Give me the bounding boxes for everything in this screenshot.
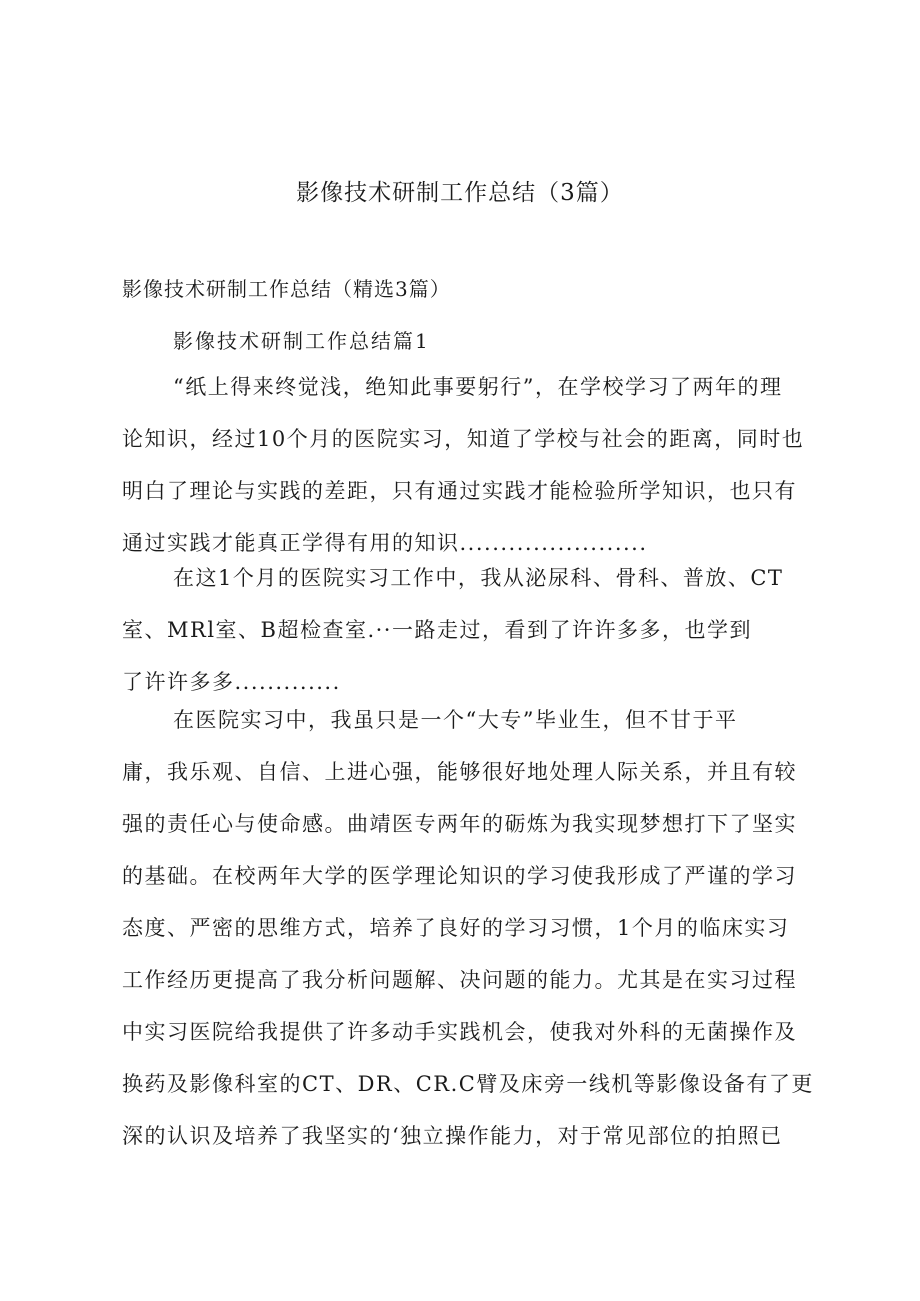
paragraph-line: 室、MRl室、B超检查室.··一路走过，看到了许许多多，也学到 — [122, 618, 752, 642]
paragraph-line: 在这1个月的医院实习工作中，我从泌尿科、骨科、普放、CT — [173, 566, 784, 590]
document-subtitle: 影像技术研制工作总结（精选3篇） — [122, 277, 451, 301]
paragraph-line: 深的认识及培养了我坚实的‘独立操作能力，对于常见部位的拍照已 — [122, 1124, 783, 1148]
paragraph-3 — [122, 694, 822, 1162]
paragraph-line: 工作经历更提高了我分析问题解、决问题的能力。尤其是在实习过程 — [122, 968, 797, 992]
paragraph-line: 在医院实习中，我虽只是一个“大专”毕业生，但不甘于平 — [173, 708, 738, 732]
paragraph-line: 了许许多多............. — [122, 670, 341, 694]
paragraph-line: 论知识，经过10个月的医院实习，知道了学校与社会的距离，同时也 — [122, 427, 805, 451]
paragraph-2 — [122, 552, 822, 708]
paragraph-line: 换药及影像科室的CT、DR、CR.C臂及床旁一线机等影像设备有了更 — [122, 1072, 814, 1096]
paragraph-line: 庸，我乐观、自信、上进心强，能够很好地处理人际关系，并且有较 — [122, 760, 797, 784]
paragraph-1 — [122, 361, 822, 569]
paragraph-line: 明白了理论与实践的差距，只有通过实践才能检验所学知识，也只有 — [122, 479, 797, 503]
document-title: 影像技术研制工作总结（3篇） — [296, 180, 624, 206]
paragraph-line: “纸上得来终觉浅，绝知此事要躬行”，在学校学习了两年的理 — [173, 375, 783, 399]
section-heading: 影像技术研制工作总结篇1 — [173, 329, 430, 353]
paragraph-line: 强的责任心与使命感。曲靖医专两年的砺炼为我实现梦想打下了坚实 — [122, 812, 797, 836]
paragraph-line: 中实习医院给我提供了许多动手实践机会，使我对外科的无菌操作及 — [122, 1020, 797, 1044]
paragraph-line: 的基础。在校两年大学的医学理论知识的学习使我形成了严谨的学习 — [122, 864, 797, 888]
paragraph-line: 态度、严密的思维方式，培养了良好的学习习惯，1个月的临床实习 — [122, 916, 790, 940]
paragraph-line: 通过实践才能真正学得有用的知识....................... — [122, 531, 648, 555]
